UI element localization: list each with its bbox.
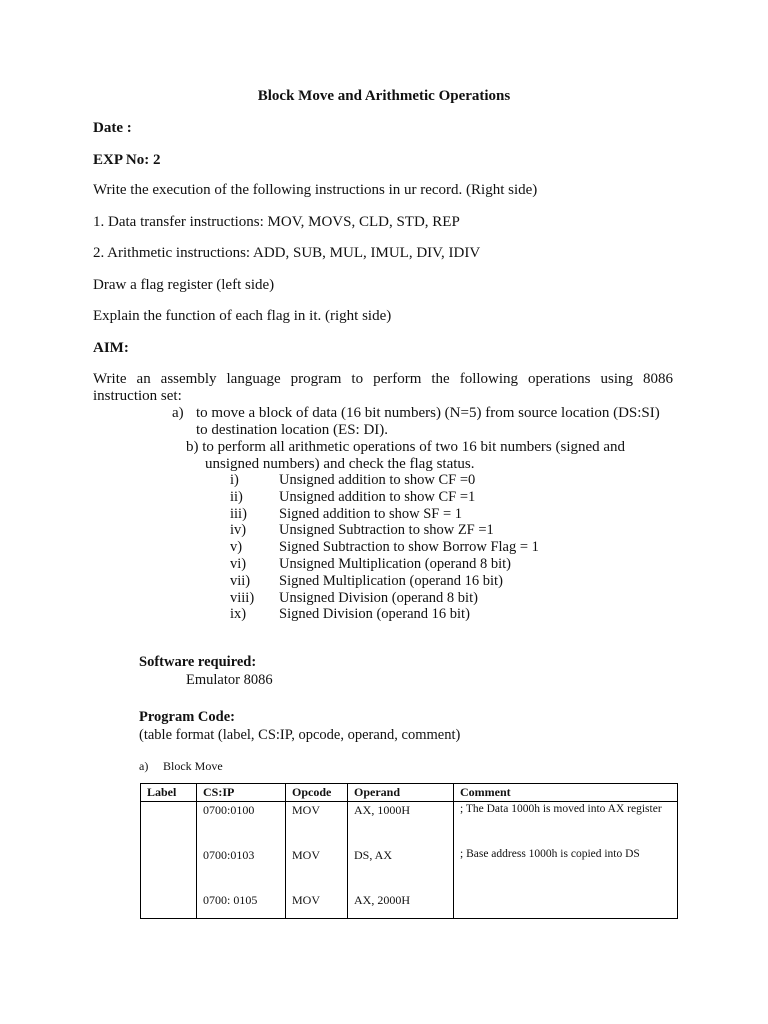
opcode-value: MOV: [292, 848, 321, 862]
comment-cell: [454, 802, 678, 919]
comment-value: ; Base address 1000h is copied into DS: [460, 848, 640, 860]
software-heading: Software required:: [139, 654, 257, 670]
csip-value: 0700: 0105: [203, 893, 258, 907]
list-item-text: Unsigned Subtraction to show ZF =1: [279, 522, 494, 539]
list-item-text: Unsigned Multiplication (operand 8 bit): [279, 555, 511, 572]
column-header-opcode: Opcode: [286, 784, 348, 802]
list-item: [230, 590, 539, 607]
opcode-cell: [286, 802, 348, 919]
operand-value: AX, 1000H: [354, 803, 410, 817]
comment-value: ; The Data 1000h is moved into AX register: [460, 803, 662, 815]
list-item-text: Signed Subtraction to show Borrow Flag = 1: [279, 539, 539, 556]
label-cell: [141, 802, 197, 919]
list-item: [230, 573, 539, 590]
list-item-number: iv): [230, 522, 247, 539]
aim-item-a-marker: a): [172, 405, 184, 421]
list-item-text: Signed addition to show SF = 1: [279, 505, 462, 522]
csip-value: 0700:0103: [203, 848, 255, 862]
column-header-comment: Comment: [454, 784, 678, 802]
aim-intro-line-1: Write an assembly language program to perform the following operations using 8086: [93, 371, 673, 387]
program-code-table: [140, 783, 678, 919]
software-value: Emulator 8086: [186, 672, 273, 688]
list-item: [230, 522, 539, 539]
aim-intro-line-2: instruction set:: [93, 388, 182, 404]
sub-item-list: [230, 472, 539, 623]
list-item-text: Signed Multiplication (operand 16 bit): [279, 572, 503, 589]
column-header-label: Label: [141, 784, 197, 802]
list-item: [230, 472, 539, 489]
block-move-title: Block Move: [163, 759, 223, 773]
instruction-line-4: Draw a flag register (left side): [93, 277, 275, 293]
label-value: [147, 893, 190, 917]
list-item: [230, 489, 539, 506]
document-title: Block Move and Arithmetic Operations: [257, 88, 511, 104]
label-value: [147, 803, 190, 848]
column-header-operand: Operand: [348, 784, 454, 802]
instruction-line-5: Explain the function of each flag in it. (right side): [93, 308, 392, 324]
table-header-row: [141, 784, 678, 802]
csip-value: 0700:0100: [203, 803, 255, 817]
experiment-number: EXP No: 2: [93, 152, 161, 168]
instruction-line-3: 2. Arithmetic instructions: ADD, SUB, MUL, IMUL, DIV, IDIV: [93, 245, 481, 261]
operand-cell: [348, 802, 454, 919]
list-item-number: vi): [230, 555, 247, 572]
instruction-line-1: Write the execution of the following instructions in ur record. (Right side): [93, 182, 538, 198]
aim-heading: AIM:: [93, 340, 129, 356]
instruction-line-2: 1. Data transfer instructions: MOV, MOVS, CLD, STD, REP: [93, 214, 460, 230]
list-item-text: Unsigned addition to show CF =0: [279, 472, 476, 488]
label-value: [147, 848, 190, 893]
list-item: [230, 606, 539, 623]
list-item-text: Unsigned addition to show CF =1: [279, 488, 476, 505]
aim-item-a-line-1: to move a block of data (16 bit numbers) (N=5) from source location (DS:SI): [196, 405, 660, 421]
program-code-note: (table format (label, CS:IP, opcode, operand, comment): [139, 727, 461, 743]
program-code-heading: Program Code:: [139, 709, 235, 725]
list-item-number: viii): [230, 589, 255, 606]
list-item-text: Unsigned Division (operand 8 bit): [279, 589, 478, 606]
operand-value: AX, 2000H: [354, 893, 410, 907]
aim-item-b-line-2: unsigned numbers) and check the flag status.: [205, 456, 475, 472]
opcode-value: MOV: [292, 893, 321, 907]
opcode-value: MOV: [292, 803, 321, 817]
table-row: [141, 802, 678, 919]
list-item-number: v): [230, 539, 243, 556]
list-item-text: Signed Division (operand 16 bit): [279, 606, 470, 623]
aim-item-b-line-1: b) to perform all arithmetic operations of two 16 bit numbers (signed and: [186, 439, 626, 455]
csip-cell: [197, 802, 286, 919]
list-item-number: ii): [230, 488, 243, 505]
operand-value: DS, AX: [354, 848, 393, 862]
list-item-number: ix): [230, 606, 247, 623]
list-item: [230, 556, 539, 573]
aim-item-a-line-2: to destination location (ES: DI).: [196, 422, 389, 438]
list-item: [230, 506, 539, 523]
list-item-number: i): [230, 472, 239, 488]
comment-value: [460, 893, 671, 917]
date-label: Date :: [93, 120, 132, 136]
block-move-marker: a): [139, 759, 149, 773]
list-item-number: iii): [230, 505, 247, 522]
list-item: [230, 539, 539, 556]
list-item-number: vii): [230, 572, 251, 589]
column-header-csip: CS:IP: [197, 784, 286, 802]
